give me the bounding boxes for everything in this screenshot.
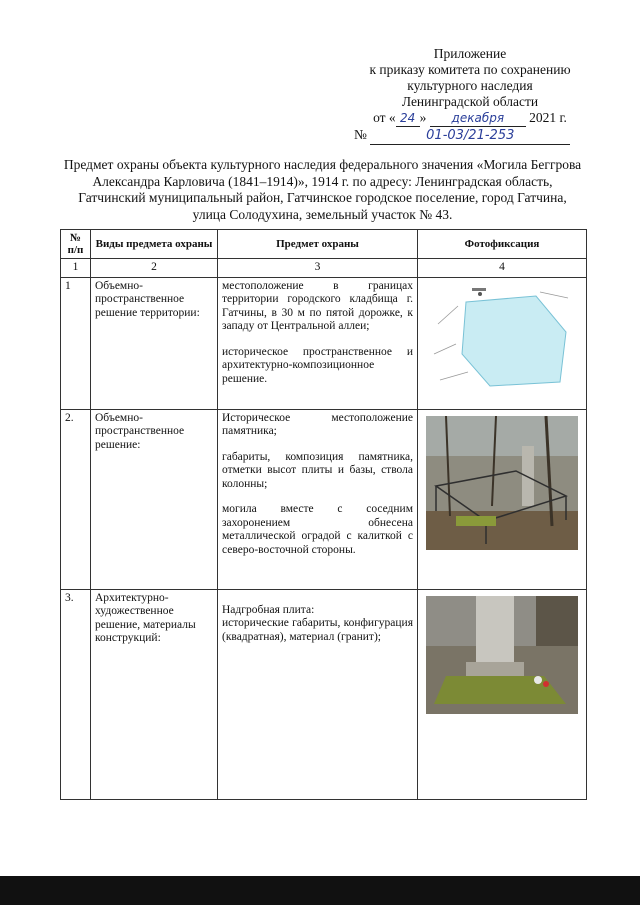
appendix-title: Приложение: [433, 46, 507, 61]
row-photo: [418, 277, 587, 409]
appendix-line: культурного наследия: [407, 78, 533, 93]
header-kind: Виды предмета охраны: [91, 230, 218, 259]
column-number-row: 1 2 3 4: [61, 259, 587, 278]
row-kind: Архитектурно-художественное решение, материалы конструкций:: [91, 589, 218, 799]
row-photo: [418, 409, 587, 589]
row-number: 2.: [61, 409, 91, 589]
document-title: Предмет охраны объекта культурного наследия федерального значения «Могила Беггрова Александра Карловича (1841–1914)», 1914 г. по адресу: Ленинградская область, Гатчинский муниципальный район, Гатчинское городское поселение, город Гатчина, улица Солодухина, земельный участок № 43.: [63, 157, 582, 222]
appendix-line: Ленинградской области: [401, 94, 539, 109]
row-subject: местоположение в границах территории городского кладбища г. Гатчины, в 30 м по пятой дорожке, к западу от Центральной аллеи; историческое пространственное и архитектурно-композиционное решение.: [218, 277, 418, 409]
tombstone-photo: [426, 596, 578, 714]
table-row: [61, 409, 587, 589]
table-header-row: [61, 230, 587, 259]
protection-table: [60, 229, 587, 800]
handwritten-day: 24: [396, 110, 420, 127]
appendix-date: от « 24 » декабря 2021 г.: [373, 110, 567, 125]
table-row: [61, 277, 587, 409]
row-number: 1: [61, 277, 91, 409]
header-subject: Предмет охраны: [218, 230, 418, 259]
scan-edge-bar: [0, 876, 640, 905]
appendix-number: № 01-03/21-253: [340, 127, 600, 145]
handwritten-month: декабря: [430, 110, 526, 127]
header-num: № п/п: [61, 230, 91, 259]
appendix-line: к приказу комитета по сохранению: [369, 62, 571, 77]
row-photo: [418, 589, 587, 799]
row-number: 3.: [61, 589, 91, 799]
site-map-image: [428, 284, 576, 394]
row-subject: Надгробная плита: исторические габариты, конфигурация (квадратная), материал (гранит);: [218, 589, 418, 799]
grave-fence-photo: [426, 416, 578, 550]
row-kind: Объемно-пространственное решение:: [91, 409, 218, 589]
appendix-block: [340, 46, 600, 145]
header-photo: Фотофиксация: [418, 230, 587, 259]
table-row: [61, 589, 587, 799]
handwritten-number: 01-03/21-253: [370, 128, 570, 145]
row-subject: Историческое местоположение памятника; габариты, композиция памятника, отметки высот плиты и базы, ствола колонны; могила вместе с соседним захоронением обнесена металлической оградой с калиткой с северо-восточной стороны.: [218, 409, 418, 589]
row-kind: Объемно-пространственное решение территории:: [91, 277, 218, 409]
